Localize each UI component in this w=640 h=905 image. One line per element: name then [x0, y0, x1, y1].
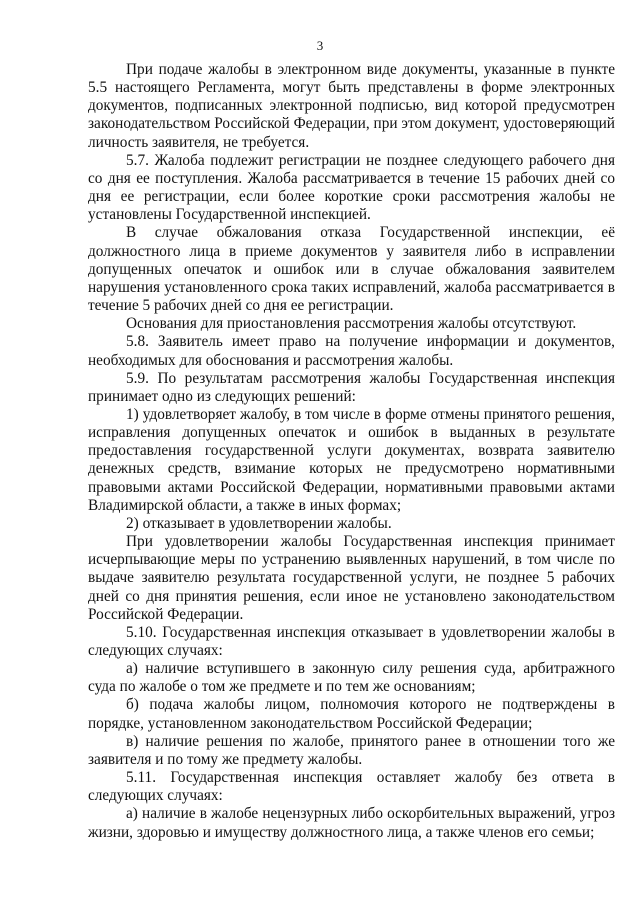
- paragraph: 5.7. Жалоба подлежит регистрации не позднее следующего рабочего дня со дня ее поступления. Жалоба рассматривается в течение 15 рабочих дней со дня ее регистрации, если более короткие сроки рассмотрения жалобы не установлены Государственной инспекцией.: [88, 151, 615, 224]
- paragraph: в) наличие решения по жалобе, принятого ранее в отношении того же заявителя и по тому же предмету жалобы.: [88, 732, 615, 768]
- paragraph: 5.8. Заявитель имеет право на получение информации и документов, необходимых для обоснования и рассмотрения жалобы.: [88, 333, 615, 369]
- paragraph: а) наличие в жалобе нецензурных либо оскорбительных выражений, угроз жизни, здоровью и имуществу должностного лица, а также членов его семьи;: [88, 805, 615, 841]
- paragraph: б) подача жалобы лицом, полномочия которого не подтверждены в порядке, установленном законодательством Российской Федерации;: [88, 696, 615, 732]
- paragraph: При подаче жалобы в электронном виде документы, указанные в пункте 5.5 настоящего Регламента, могут быть представлены в форме электронных документов, подписанных электронной подписью, вид которой предусмотрен законодательством Российской Федерации, при этом документ, удостоверяющий личность заявителя, не требуется.: [88, 61, 615, 151]
- paragraph: 5.11. Государственная инспекция оставляет жалобу без ответа в следующих случаях:: [88, 769, 615, 805]
- document-body: [88, 61, 615, 842]
- paragraph: а) наличие вступившего в законную силу решения суда, арбитражного суда по жалобе о том же предмете и по тем же основаниям;: [88, 660, 615, 696]
- paragraph: 5.10. Государственная инспекция отказывает в удовлетворении жалобы в следующих случаях:: [88, 623, 615, 659]
- paragraph: В случае обжалования отказа Государственной инспекции, её должностного лица в приеме документов у заявителя либо в исправлении допущенных опечаток и ошибок или в случае обжалования заявителем нарушения установленного срока таких исправлений, жалоба рассматривается в течение 5 рабочих дней со дня ее регистрации.: [88, 224, 615, 315]
- paragraph: При удовлетворении жалобы Государственная инспекция принимает исчерпывающие меры по устранению выявленных нарушений, в том числе по выдаче заявителю результата государственной услуги, не позднее 5 рабочих дней со дня принятия решения, если иное не установлено законодательством Российской Федерации.: [88, 533, 615, 623]
- paragraph: 2) отказывает в удовлетворении жалобы.: [126, 514, 392, 532]
- paragraph: 5.9. По результатам рассмотрения жалобы Государственная инспекция принимает одно из следующих решений:: [88, 369, 615, 405]
- page-number: 3: [316, 38, 324, 53]
- paragraph: Основания для приостановления рассмотрения жалобы отсутствуют.: [126, 315, 577, 333]
- paragraph: 1) удовлетворяет жалобу, в том числе в форме отмены принятого решения, исправления допущенных опечаток и ошибок в выданных в результате предоставления государственной услуги документах, возврата заявителю денежных средств, взимание которых не предусмотрено нормативными правовыми актами Российской Федерации, нормативными правовыми актами Владимирской области, а также в иных формах;: [88, 405, 615, 514]
